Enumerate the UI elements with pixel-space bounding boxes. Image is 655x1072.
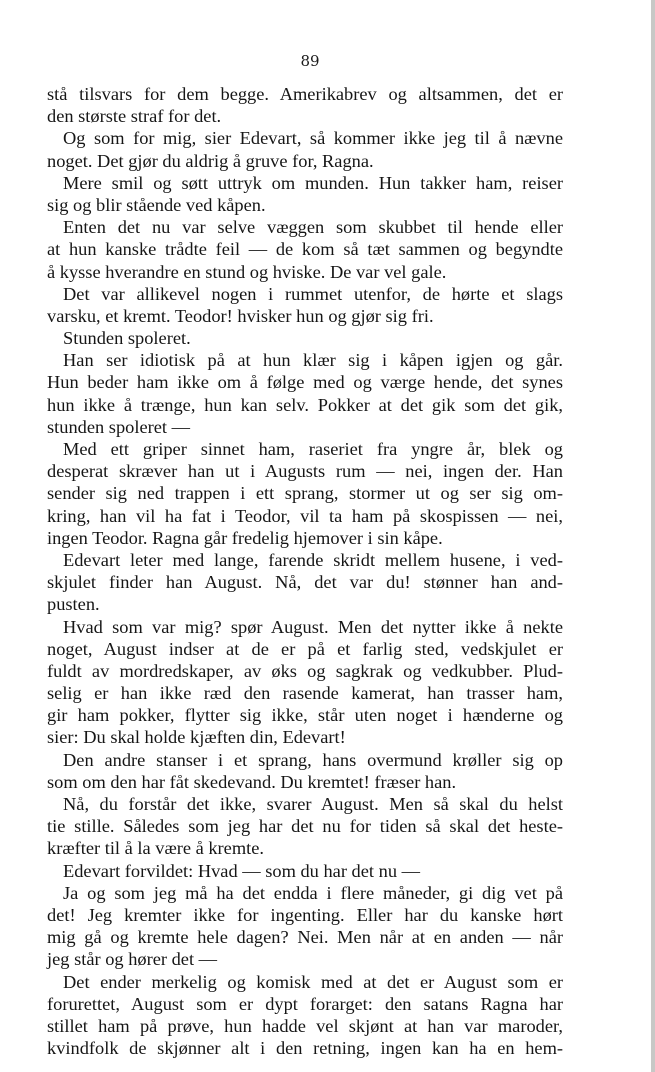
text-line: noget. Det gjør du aldrig å gruve for, Ragna.: [47, 150, 374, 171]
text-line: noget, August indser at de er på et farlig sted, vedskjulet er: [47, 638, 563, 659]
text-line: tie stille. Således som jeg har det nu for tiden så skal det heste-: [47, 816, 563, 837]
text-line: ingen Teodor. Ragna går fredelig hjemover i sin kåpe.: [47, 527, 443, 548]
text-line: mig gå og kremte hele dagen? Nei. Men når at en anden — når: [47, 927, 563, 948]
text-line: Den andre stanser i et sprang, hans overmund krøller sig op: [63, 749, 563, 770]
text-line: stillet ham på prøve, hun hadde vel skjønt at han var maroder,: [47, 1015, 563, 1036]
text-line: den største straf for det.: [47, 106, 222, 127]
text-line: selig er han ikke ræd den rasende kamerat, han trasser ham,: [47, 683, 563, 704]
text-line: Med ett griper sinnet ham, raseriet fra yngre år, blek og: [63, 439, 563, 459]
text-line: Mere smil og søtt uttryk om munden. Hun takker ham, reiser: [63, 172, 563, 193]
text-line: sier: Du skal holde kjæften din, Edevart!: [47, 727, 346, 748]
text-line: Nå, du forstår det ikke, svarer August. Men så skal du helst: [63, 794, 563, 814]
text-line: pusten.: [47, 594, 100, 615]
page-number: 89: [300, 52, 320, 70]
text-line: hun ikke å trænge, hun kan selv. Pokker at det gik som det gik,: [47, 394, 563, 415]
text-line: kræfter til å la være å kremte.: [47, 838, 265, 859]
text-line: stå tilsvars for dem begge. Amerikabrev og altsammen, det er: [47, 84, 563, 104]
text-line: som om den har fåt skedevand. Du kremtet! fræser han.: [47, 771, 457, 792]
text-line: desperat skræver han ut i Augusts rum — nei, ingen der. Han: [47, 461, 563, 482]
text-line: varsku, et kremt. Teodor! hvisker hun og gjør sig fri.: [47, 305, 434, 326]
text-line: sender sig ned trappen i ett sprang, stormer ut og ser sig om-: [47, 483, 563, 504]
text-line: at hun kanske trådte feil — de kom så tæt sammen og begyndte: [47, 239, 563, 260]
text-line: det! Jeg kremter ikke for ingenting. Eller har du kanske hørt: [47, 904, 563, 925]
text-line: å kysse hverandre en stund og hviske. De var vel gale.: [47, 261, 447, 282]
text-line: Og som for mig, sier Edevart, så kommer ikke jeg til å nævne: [63, 128, 563, 149]
text-line: jeg står og hører det —: [47, 949, 218, 970]
text-line: kring, han vil ha fat i Teodor, vil ta ham på skospissen — nei,: [47, 505, 563, 526]
text-line: Edevart leter med lange, farende skridt mellem husene, i ved-: [63, 549, 563, 570]
text-line: Det ender merkelig og komisk med at det er August som er: [63, 971, 563, 992]
text-line: Enten det nu var selve væggen som skubbet til hende eller: [63, 217, 563, 238]
text-line: sig og blir stående ved kåpen.: [47, 194, 266, 215]
text-line: Hun beder ham ikke om å følge med og værge hende, det synes: [47, 372, 563, 393]
text-line: stunden spoleret —: [47, 416, 191, 437]
text-line: kvindfolk de skjønner alt i den retning, ingen kan ha en hem-: [47, 1038, 563, 1059]
text-line: Edevart forvildet: Hvad — som du har det nu —: [63, 860, 421, 881]
text-line: Ja og som jeg må ha det endda i flere måneder, gi dig vet på: [63, 882, 563, 903]
text-line: forurettet, August som er dypt forarget: den satans Ragna har: [47, 993, 563, 1014]
text-line: fuldt av mordredskaper, av øks og sagkrak og vedkubber. Plud-: [47, 660, 563, 681]
body-text: [47, 83, 563, 1059]
text-line: Det var allikevel nogen i rummet utenfor, de hørte et slags: [63, 283, 563, 304]
text-line: Stunden spoleret.: [63, 328, 191, 349]
text-line: Han ser idiotisk på at hun klær sig i kåpen igjen og går.: [63, 350, 563, 371]
text-line: skjulet finder han August. Nå, det var du! stønner han and-: [47, 572, 563, 593]
text-line: Hvad som var mig? spør August. Men det nytter ikke å nekte: [63, 616, 563, 637]
text-line: gir ham pokker, flytter sig ikke, står uten noget i hænderne og: [47, 705, 563, 726]
